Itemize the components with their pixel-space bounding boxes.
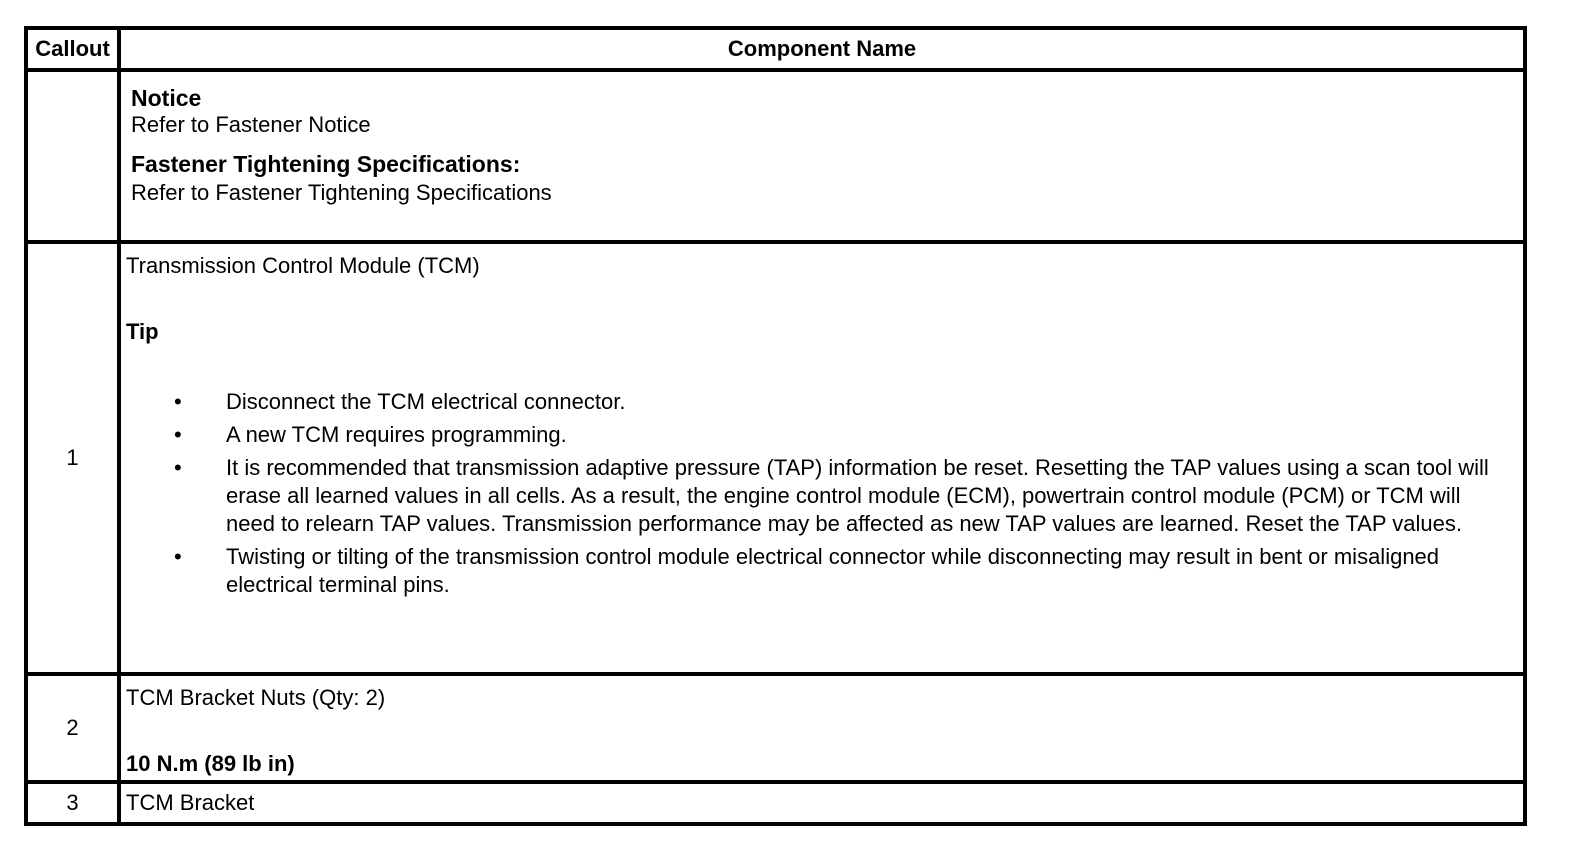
component-name: Transmission Control Module (TCM): [126, 253, 480, 278]
header-callout: Callout: [26, 28, 119, 70]
component-cell: [119, 782, 1525, 824]
tip-title: Tip: [126, 319, 159, 344]
bullet-icon: •: [174, 422, 182, 447]
component-cell: [119, 242, 1525, 674]
table-row: [26, 674, 1525, 782]
component-name: TCM Bracket: [126, 790, 255, 815]
bullet-icon: •: [174, 455, 182, 480]
callout-number: 2: [26, 674, 119, 782]
list-item: [174, 543, 1513, 599]
tip-text: It is recommended that transmission adaptive pressure (TAP) information be reset. Resetting the TAP values using a scan tool will erase all learned values in all cells. As a result, the engine control module (ECM), powertrain control module (PCM) or TCM will need to relearn TAP values. Transmission performance may be affected as new TAP values are learned. Reset the TAP values.: [226, 455, 1489, 536]
list-item: [174, 454, 1513, 538]
table-row: [26, 782, 1525, 824]
list-item: [174, 421, 1513, 449]
torque-spec: 10 N.m (89 lb in): [126, 751, 295, 776]
callout-number: 3: [26, 782, 119, 824]
table-row: [26, 242, 1525, 674]
component-cell: [119, 674, 1525, 782]
callout-number: 1: [26, 242, 119, 674]
tip-text: Twisting or tilting of the transmission control module electrical connector while disconnecting may result in bent or misaligned electrical terminal pins.: [226, 544, 1440, 597]
component-table: [24, 26, 1527, 826]
notice-callout-cell: [26, 70, 119, 242]
spec-title: Fastener Tightening Specifications:: [131, 151, 521, 177]
component-name: TCM Bracket Nuts (Qty: 2): [126, 685, 386, 710]
header-component-name: Component Name: [119, 28, 1525, 70]
table-header-row: [26, 28, 1525, 70]
bullet-icon: •: [174, 544, 182, 569]
tip-text: Disconnect the TCM electrical connector.: [226, 389, 626, 414]
list-item: [174, 388, 1513, 416]
bullet-icon: •: [174, 389, 182, 414]
notice-row: [26, 70, 1525, 242]
notice-text: Refer to Fastener Notice: [131, 112, 371, 137]
spec-text: Refer to Fastener Tightening Specifications: [131, 180, 552, 205]
tip-text: A new TCM requires programming.: [226, 422, 567, 447]
notice-title: Notice: [131, 85, 202, 111]
notice-cell: [119, 70, 1525, 242]
tip-list: [126, 388, 1523, 599]
notice-block: [121, 72, 1523, 208]
